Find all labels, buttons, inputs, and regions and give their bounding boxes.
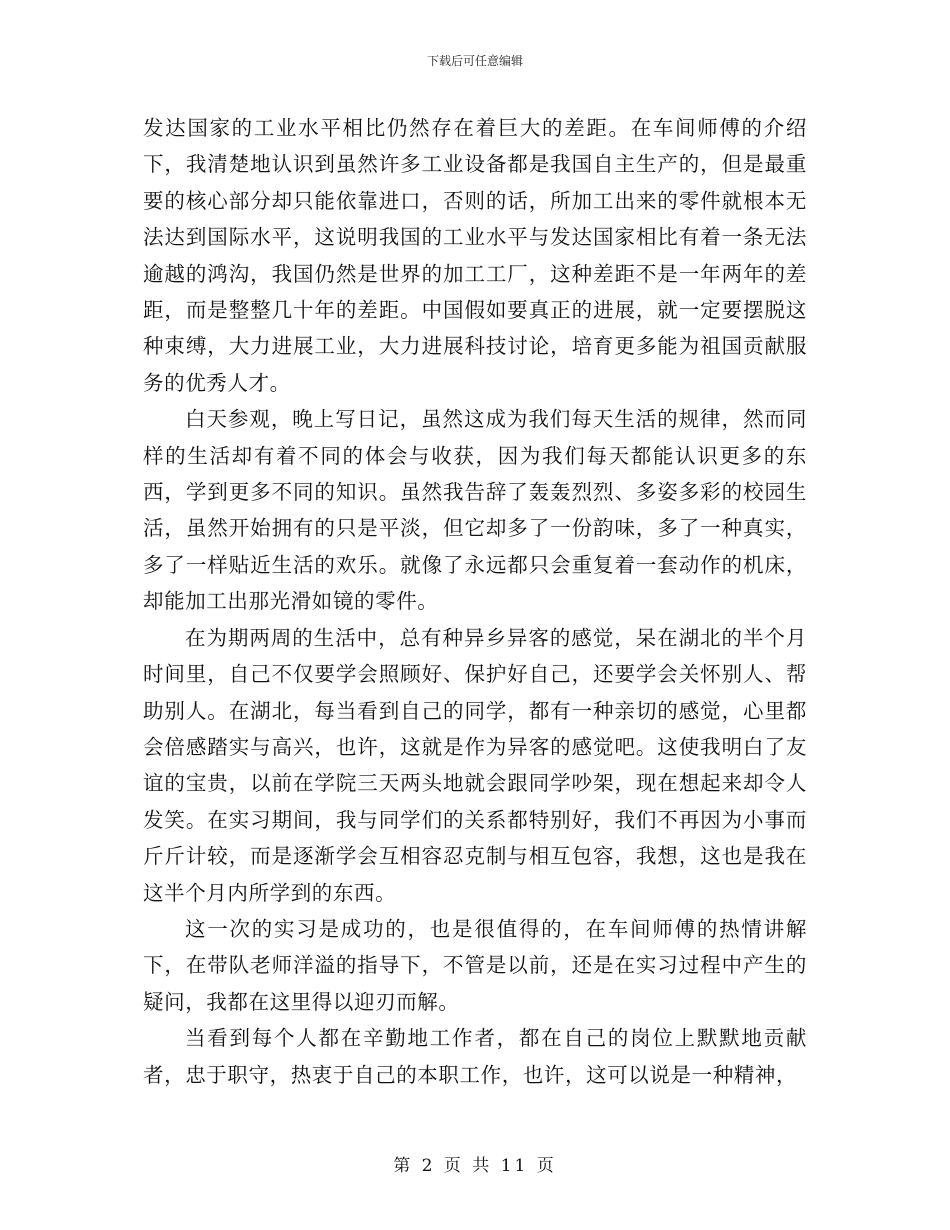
paragraph-1: 发达国家的工业水平相比仍然存在着巨大的差距。在车间师傅的介绍下，我清楚地认识到虽然许多工业设备都是我国自主生产的，但是最重要的核心部分却只能依靠进口，否则的话，所加工出来的零件就根本无法达到国际水平，这说明我国的工业水平与发达国家相比有着一条无法逾越的鸿沟，我国仍然是世界的加工工厂，这种差距不是一年两年的差距，而是整整几十年的差距。中国假如要真正的进展，就一定要摆脱这种束缚，大力进展工业，大力进展科技讨论，培育更多能为祖国贡献服务的优秀人才。 [143,116,807,395]
paragraph-3: 在为期两周的生活中，总有种异乡异客的感觉，呆在湖北的半个月时间里，自己不仅要学会照顾好、保护好自己，还要学会关怀别人、帮助别人。在湖北，每当看到自己的同学，都有一种亲切的感觉，心里都会倍感踏实与高兴，也许，这就是作为异客的感觉吧。这使我明白了友谊的宝贵，以前在学院三天两头地就会跟同学吵架，现在想起来却令人发笑。在实习期间，我与同学们的关系都特别好，我们不再因为小事而斤斤计较，而是逐渐学会互相容忍克制与相互包容，我想，这也是我在这半个月内所学到的东西。 [143,625,807,905]
document-body [143,110,807,1093]
page-header: 下载后可任意编辑 [426,54,523,68]
paragraph-4: 这一次的实习是成功的，也是很值得的，在车间师傅的热情讲解下，在带队老师洋溢的指导下，不管是以前，还是在实习过程中产生的疑问，我都在这里得以迎刃而解。 [143,916,807,1014]
page-number: 第 2 页 共 11 页 [393,1156,557,1176]
paragraph-2: 白天参观，晚上写日记，虽然这成为我们每天生活的规律，然而同样的生活却有着不同的体会与收获，因为我们每天都能认识更多的东西，学到更多不同的知识。虽然我告辞了轰轰烈烈、多姿多彩的校园生活，虽然开始拥有的只是平淡，但它却多了一份韵味，多了一种真实，多了一样贴近生活的欢乐。就像了永远都只会重复着一套动作的机床，却能加工出那光滑如镜的零件。 [143,407,807,614]
paragraph-5: 当看到每个人都在辛勤地工作者，都在自己的岗位上默默地贡献者，忠于职守，热衷于自己的本职工作，也许，这可以说是一种精神， [143,1026,807,1087]
